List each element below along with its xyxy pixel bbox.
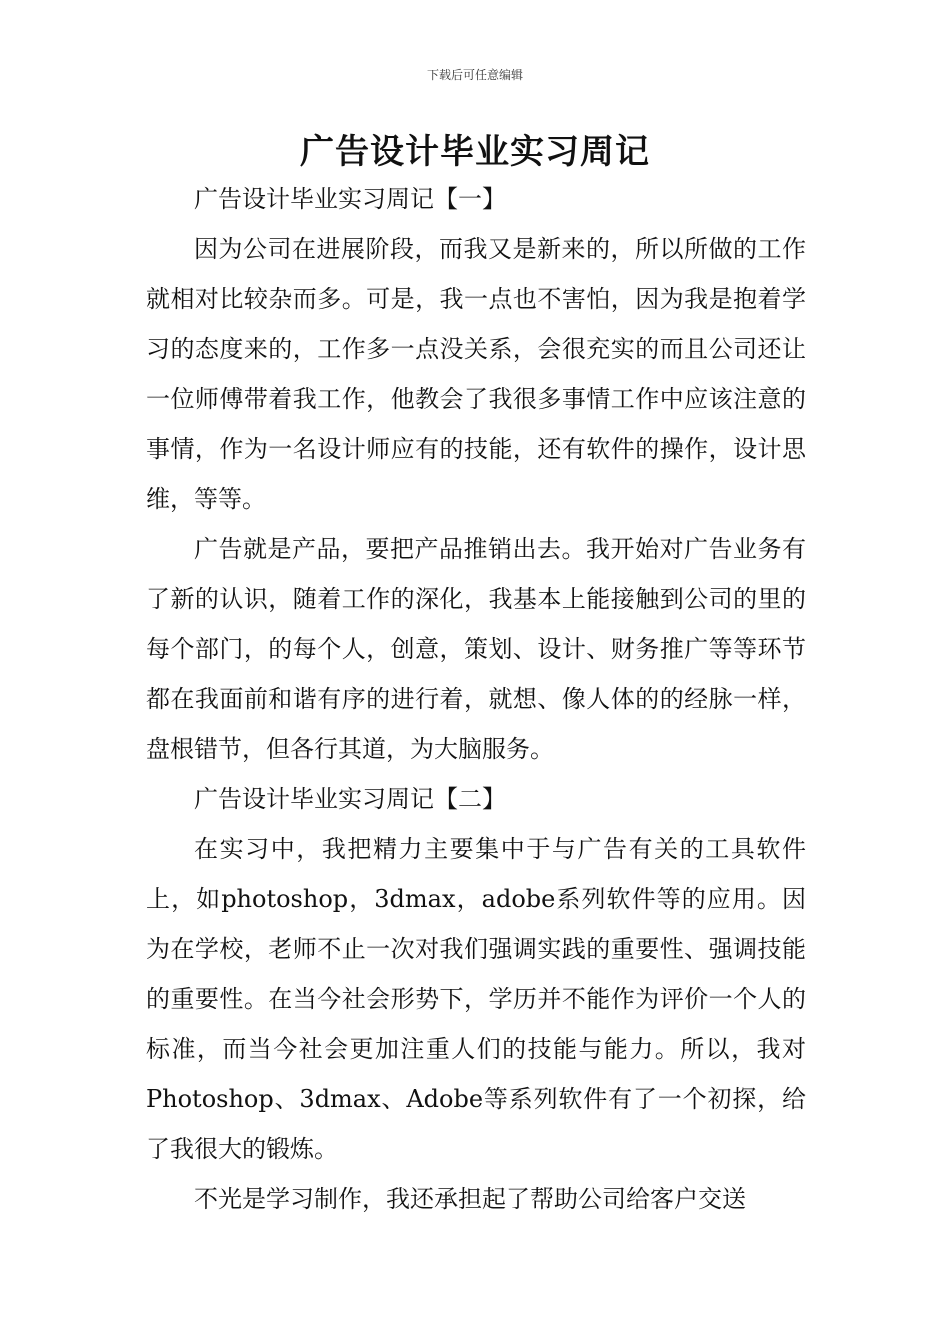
section-heading-2: 广告设计毕业实习周记【二】 bbox=[194, 785, 506, 813]
paragraph: 因为公司在进展阶段，而我又是新来的，所以所做的工作就相对比较杂而多。可是，我一点也不害怕，因为我是抱着学习的态度来的，工作多一点没关系，会很充实的而且公司还让一位师傅带着我工作，他教会了我很多事情工作中应该注意的事情，作为一名设计师应有的技能，还有软件的操作，设计思维，等等。 bbox=[146, 235, 806, 513]
paragraph: 在实习中，我把精力主要集中于与广告有关的工具软件上，如photoshop，3dmax，adobe系列软件等的应用。因为在学校，老师不止一次对我们强调实践的重要性、强调技能的重要性。在当今社会形势下，学历并不能作为评价一个人的标准，而当今社会更加注重人们的技能与能力。所以，我对Photoshop、3dmax、Adobe等系列软件有了一个初探，给了我很大的锻炼。 bbox=[146, 835, 806, 1163]
paragraph: 不光是学习制作，我还承担起了帮助公司给客户交送 bbox=[194, 1185, 746, 1213]
document-title: 广告设计毕业实习周记 bbox=[300, 132, 650, 172]
paragraph: 广告就是产品，要把产品推销出去。我开始对广告业务有了新的认识，随着工作的深化，我基本上能接触到公司的里的每个部门，的每个人，创意，策划、设计、财务推广等等环节都在我面前和谐有序的进行着，就想、像人体的的经脉一样，盘根错节，但各行其道，为大脑服务。 bbox=[146, 535, 806, 763]
document-body bbox=[146, 174, 806, 1224]
header-note: 下载后可任意编辑 bbox=[426, 68, 523, 82]
section-heading-1: 广告设计毕业实习周记【一】 bbox=[194, 185, 506, 213]
